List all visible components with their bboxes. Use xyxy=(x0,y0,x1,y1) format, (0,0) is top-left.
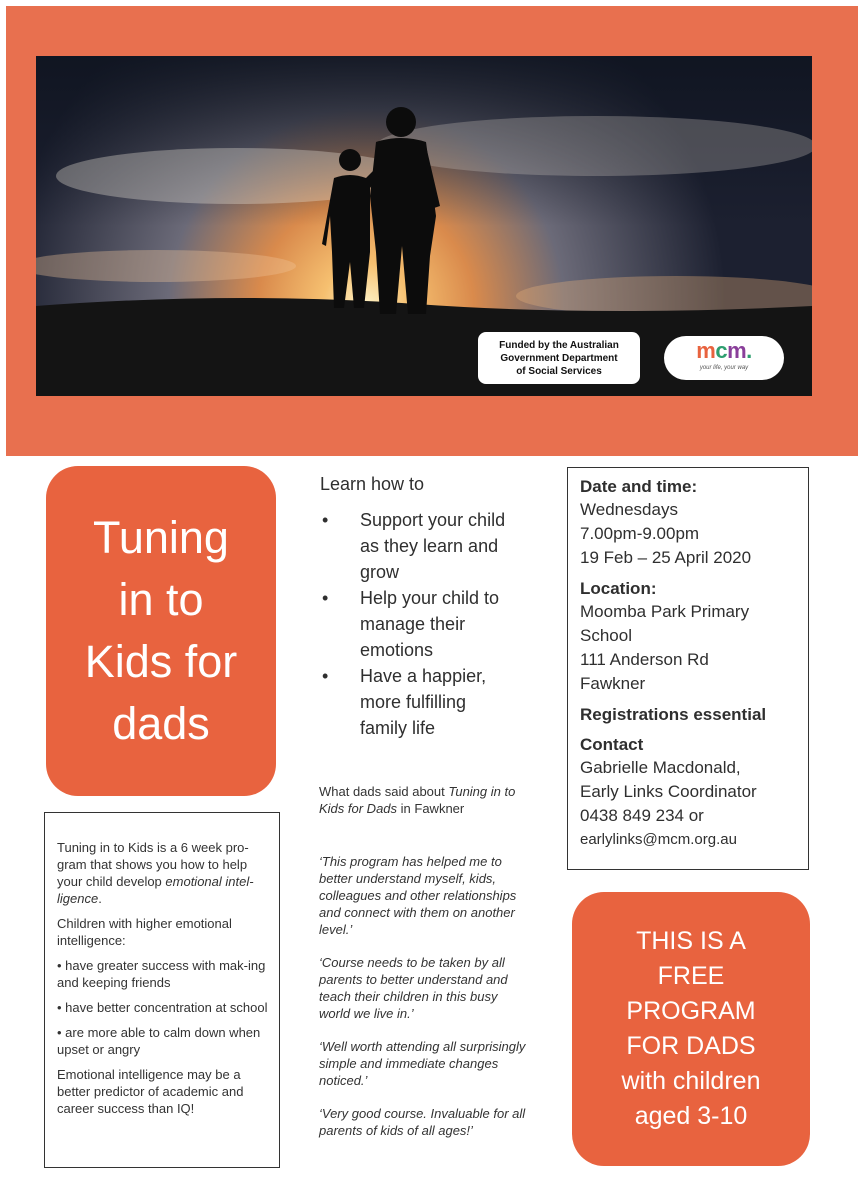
bullet-icon: • xyxy=(322,666,329,686)
logo-wordmark: mcm. xyxy=(696,338,752,363)
testimonial-quote: ‘Very good course. Invaluable for all parents of kids of all ages!’ xyxy=(319,1106,526,1138)
testimonial-quote: ‘Well worth attending all surprisingly simple and immediate changes noticed.’ xyxy=(319,1039,526,1088)
testimonials-intro: What dads said about Tuning in to Kids for Dads in Fawkner xyxy=(319,784,516,816)
registration-section xyxy=(580,704,808,726)
date-section: Date and time: Wednesdays 7.00pm-9.00pm 19 Feb – 25 April 2020 xyxy=(580,476,808,570)
learn-list xyxy=(320,507,550,741)
bullet-icon: • xyxy=(322,510,329,530)
program-title-card xyxy=(46,466,276,796)
list-item: • are more able to calm down when upset or angry xyxy=(57,1025,261,1057)
list-item: • Help your child to manage their emotions xyxy=(320,585,550,663)
learn-heading: Learn how to xyxy=(320,474,425,494)
about-heading: Children with higher emotional intelligence: xyxy=(57,916,232,948)
about-program-box xyxy=(44,812,280,1168)
program-title: Tuning in to Kids for dads xyxy=(84,512,238,749)
contact-email[interactable]: earlylinks@mcm.org.au xyxy=(580,831,737,848)
learn-section xyxy=(320,474,550,741)
mcm-logo xyxy=(664,336,784,380)
location-section: Location: Moomba Park Primary School 111 Anderson Rd Fawkner xyxy=(580,578,808,696)
about-intro: Tuning in to Kids is a 6 week pro-gram that shows you how to help your child develop emotional intel-ligence. xyxy=(57,840,254,906)
testimonials-section xyxy=(319,783,531,1155)
about-conclusion: Emotional intelligence may be a better predictor of academic and career success than IQ! xyxy=(57,1067,244,1116)
event-details-box xyxy=(567,467,809,870)
testimonial-quote: ‘Course needs to be taken by all parents to better understand and teach their children in this busy world we live in.’ xyxy=(319,955,508,1021)
list-item: • have better concentration at school xyxy=(57,1000,268,1015)
testimonial-quote: ‘This program has helped me to better understand myself, kids, colleagues and other relationships and connect with them on another level.’ xyxy=(319,854,517,937)
contact-section: Contact Gabrielle Macdonald, Early Links Coordinator 0438 849 234 or earlylinks@mcm.org.au xyxy=(580,734,808,852)
free-program-text: THIS IS A FREE PROGRAM FOR DADS with children aged 3-10 xyxy=(621,927,761,1130)
free-program-card xyxy=(572,892,810,1166)
funding-notice: Funded by the Australian Government Department of Social Services xyxy=(478,332,640,384)
contact-label: Contact xyxy=(580,735,644,754)
location-label: Location: xyxy=(580,579,657,598)
bullet-icon: • xyxy=(322,588,329,608)
registration-note: Registrations essential xyxy=(580,705,767,724)
list-item: • have greater success with mak-ing and keeping friends xyxy=(57,958,266,990)
logo-tagline: your life, your way xyxy=(699,365,749,371)
list-item: • Support your child as they learn and grow xyxy=(320,507,550,585)
date-label: Date and time: xyxy=(580,477,698,496)
list-item: • Have a happier, more fulfilling family life xyxy=(320,663,550,741)
